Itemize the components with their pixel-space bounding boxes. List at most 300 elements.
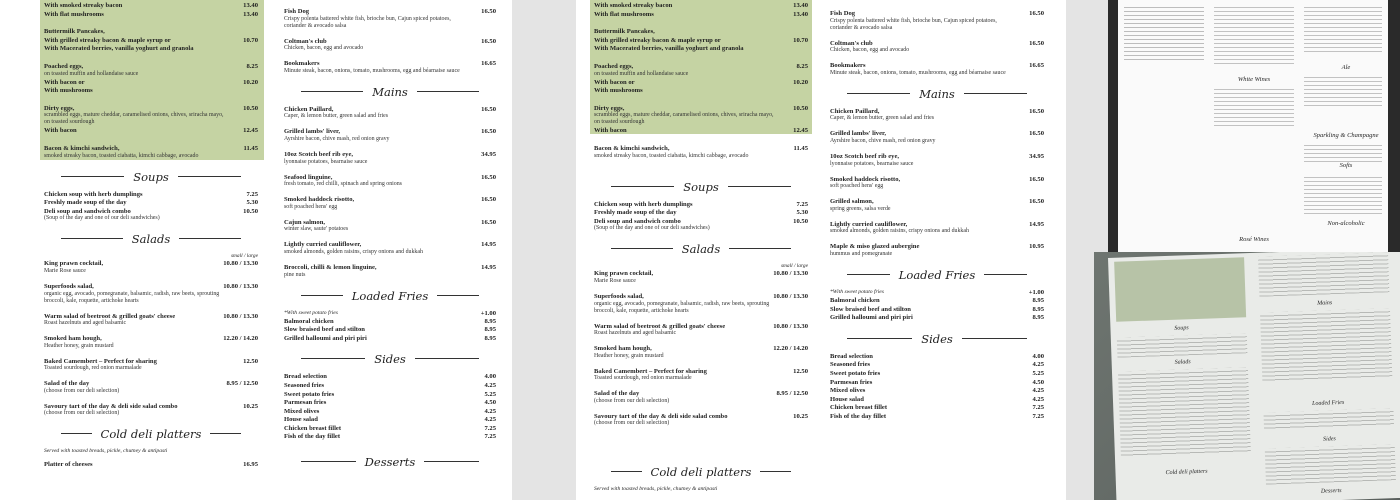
menu-item-price: 8.95 [1032, 296, 1044, 304]
spacer [594, 53, 808, 62]
menu-item [284, 416, 496, 424]
spacer [594, 95, 808, 104]
menu-item [284, 391, 496, 399]
wine-heading-white: White Wines [1237, 76, 1271, 83]
menu-item-price: 14.95 [1029, 220, 1044, 228]
menu-item [594, 218, 808, 233]
menu-item-description: (choose from our deli selection) [44, 387, 120, 394]
menu-item-description: scrambled eggs, mature cheddar, caramelised onions, chives, sriracha mayo, on toasted sourdough [594, 112, 774, 126]
menu-item [44, 358, 258, 373]
menu-item [830, 413, 1044, 421]
menu-item-description: Chicken, bacon, egg and avocado [284, 45, 364, 52]
menu-item-name: Smoked ham hough, [594, 345, 652, 353]
menu-item-name: Warm salad of beetroot & grilled goats' cheese [44, 312, 176, 320]
wine-heading-rose: Rosé Wines [1239, 236, 1269, 243]
menu-item-name: Chicken Paillard, [830, 107, 880, 115]
menu-item-price: 13.40 [243, 10, 258, 18]
menu-item [830, 108, 1044, 123]
menu-item-price: 10.70 [243, 36, 258, 44]
menu-item-description: fresh tomato, red chilli, spinach and spring onions [284, 181, 402, 188]
blur-desserts-heading: Desserts [1320, 487, 1342, 495]
menu-item [284, 8, 496, 30]
loaded-fries-heading: Loaded Fries [284, 287, 496, 303]
menu-item-price: 16.50 [1029, 175, 1044, 183]
wine-heading-sparkling: Sparkling & Champagne [1313, 132, 1379, 139]
menu-item [44, 335, 258, 350]
loaded-note: *With sweet potato fries +1.00 [284, 309, 496, 317]
menu-item [284, 60, 496, 75]
menu-item-price: 14.95 [481, 241, 496, 249]
mains-heading: Mains [284, 83, 496, 99]
menu-item [830, 314, 1044, 322]
menu-item-description: Ayrshire bacon, chive mash, red onion gravy [284, 135, 390, 142]
right-column-2 [830, 0, 1044, 420]
menu-item-description: hummus and pomegranate [830, 250, 893, 257]
menu-item-description: pine nuts [284, 271, 306, 278]
menu-item [594, 209, 808, 217]
menu-item [284, 264, 496, 279]
menu-item-price: 7.25 [484, 424, 496, 432]
menu-item-price: 4.25 [1032, 361, 1044, 369]
menu-item-name: Buttermilk Pancakes, [44, 28, 105, 36]
blur-deli-heading: Cold deli platters [1165, 468, 1208, 477]
menu-item-description: Chicken, bacon, egg and avocado [830, 47, 910, 54]
menu-item-name: Chicken soup with herb dumplings [594, 200, 693, 208]
menu-item-price: 4.00 [484, 373, 496, 381]
menu-item [284, 196, 496, 211]
salads-list [44, 260, 258, 417]
menu-item-price: 12.20 / 14.20 [773, 345, 808, 353]
menu-item-price: 16.50 [481, 37, 496, 45]
menu-item-price: 7.25 [246, 190, 258, 198]
menu-item-name: With flat mushrooms [44, 10, 104, 18]
menu-item [44, 37, 258, 45]
salads-size-header: small / large [230, 253, 258, 260]
blur-mains-heading: Mains [1317, 300, 1333, 307]
menu-item-description: Roast hazelnuts and aged balsamic [594, 330, 677, 337]
menu-item-name: Coltman's club [284, 37, 327, 45]
menu-item-name: Chicken breast fillet [284, 424, 342, 432]
menu-item-price: 10.80 / 13.30 [223, 312, 258, 320]
menu-item-description: smoked almonds, golden raisins, crispy onions and dukkah [830, 228, 969, 235]
menu-item-name: Poached eggs, [44, 62, 84, 70]
spacer [44, 18, 258, 27]
menu-item [830, 243, 1044, 258]
menu-item-name: Slow braised beef and stilton [830, 305, 911, 313]
menu-item-price: 16.50 [1029, 107, 1044, 115]
menu-item-name: Parmesan fries [830, 378, 873, 386]
menu-item [830, 153, 1044, 168]
menu-item-name: Grilled lambs' liver, [284, 128, 340, 136]
menu-item-description: Marie Rose sauce [594, 277, 636, 284]
menu-item [594, 270, 808, 285]
menu-item [284, 174, 496, 189]
menu-item-name: Dirty eggs, [44, 104, 75, 112]
menu-item-price: 10.80 / 13.30 [773, 322, 808, 330]
menu-item-name: Sweet potato fries [830, 369, 881, 377]
menu-item-price: 4.00 [1032, 352, 1044, 360]
menu-item-price: 8.95 [484, 317, 496, 325]
menu-item-name: Smoked haddock risotto, [830, 175, 901, 183]
menu-item [594, 413, 808, 428]
menu-item-price: 12.45 [793, 127, 808, 135]
menu-item-price: 10.50 [793, 217, 808, 225]
soups-list [594, 201, 808, 233]
menu-item-name: Freshly made soup of the day [594, 209, 677, 217]
menu-item-description: on toasted muffin and hollandaise sauce [44, 70, 139, 77]
menu-item-name: Smoked haddock risotto, [284, 196, 355, 204]
blur-soups-heading: Soups [1174, 325, 1189, 332]
menu-item [284, 318, 496, 326]
menu-item [44, 461, 258, 469]
menu-item [44, 380, 258, 395]
menu-item-name: Maple & miso glazed aubergine [830, 243, 920, 251]
menu-item-description: organic egg, avocado, pomegranate, balsamic, radish, raw beets, sprouting broccoli, kale, roquette, artichoke hearts [44, 290, 220, 304]
soups-heading: Soups [594, 178, 808, 194]
menu-item-name: Balmoral chicken [284, 317, 334, 325]
menu-item [284, 433, 496, 441]
menu-item-name: Fish of the day fillet [830, 412, 887, 420]
menu-item-name: Deli soup and sandwich combo [44, 207, 131, 215]
menu-item [830, 404, 1044, 412]
menu-item [594, 323, 808, 338]
blur-sides-heading: Sides [1323, 436, 1336, 443]
menu-item-name: Slow braised beef and stilton [284, 326, 365, 334]
menu-item [594, 63, 808, 78]
menu-item [284, 219, 496, 234]
menu-item-name: Chicken soup with herb dumplings [44, 190, 143, 198]
menu-item-name: King prawn cocktail, [594, 270, 654, 278]
menu-item-name: With Macerated berries, vanilla yoghurt and granola [44, 45, 194, 53]
menu-item-price: 8.25 [796, 62, 808, 70]
breakfast-list [44, 2, 258, 160]
menu-item [594, 11, 808, 19]
menu-item-name: Seasoned fries [284, 381, 325, 389]
sides-heading: Sides [284, 350, 496, 366]
menu-item [284, 425, 496, 433]
menu-item-price: 10.25 [793, 412, 808, 420]
menu-item-name: Lightly curried cauliflower, [284, 241, 362, 249]
loaded-fries-list [284, 318, 496, 343]
menu-item-price: 8.95 [1032, 305, 1044, 313]
deli-heading: Cold deli platters [44, 425, 258, 441]
menu-item [594, 368, 808, 383]
menu-item-price: 16.50 [481, 173, 496, 181]
menu-item-price: 12.50 [793, 367, 808, 375]
menu-item-price: 10.80 / 13.30 [223, 282, 258, 290]
soups-list [44, 191, 258, 223]
menu-item [44, 260, 258, 275]
menu-item [284, 106, 496, 121]
menu-item-name: Salad of the day [594, 390, 640, 398]
spacer [594, 135, 808, 144]
menu-item-name: House salad [830, 395, 864, 403]
menu-item-description: winter slaw, saute' potatoes [284, 226, 349, 233]
menu-item-description: Caper, & lemon butter, green salad and fries [830, 115, 935, 122]
menu-item-name: With bacon or [44, 78, 85, 86]
menu-item [594, 145, 808, 160]
menu-item [44, 283, 258, 305]
menu-item-description: Crispy polenta battered white fish, brioche bun, Cajun spiced potatoes, coriander & avocado salsa [284, 15, 451, 29]
menu-item-price: 16.50 [1029, 130, 1044, 138]
wine-heading-ale: Ale [1341, 64, 1351, 71]
menu-table-photo [1094, 252, 1400, 500]
menu-item-name: With mushrooms [594, 87, 643, 95]
spacer [44, 135, 258, 144]
menu-item [830, 361, 1044, 369]
menu-item-price: 4.50 [1032, 378, 1044, 386]
wine-heading-nonalcoholic: Non-alcoholic [1327, 220, 1365, 227]
menu-item-name: With flat mushrooms [594, 10, 654, 18]
menu-item-price: 12.20 / 14.20 [223, 335, 258, 343]
menu-item [830, 387, 1044, 395]
menu-item-name: King prawn cocktail, [44, 260, 104, 268]
menu-item-name: Chicken breast fillet [830, 404, 888, 412]
menu-item-name: 10oz Scotch beef rib eye, [830, 152, 900, 160]
menu-item-name: With smoked streaky bacon [594, 2, 673, 9]
menu-item [830, 379, 1044, 387]
menu-item [284, 38, 496, 53]
menu-item [284, 241, 496, 256]
menu-item [44, 45, 258, 53]
menu-item [594, 293, 808, 315]
wine-heading-softs: Softs [1304, 162, 1388, 169]
menu-item-description: smoked streaky bacon, toasted ciabatta, kimchi cabbage, avocado [594, 152, 749, 159]
menu-item-price: 5.30 [246, 199, 258, 207]
menu-item-name: Cajun salmon, [284, 218, 326, 226]
menu-item [284, 335, 496, 343]
menu-item [830, 297, 1044, 305]
menu-item-name: Bookmakers [830, 62, 866, 70]
menu-item-description: soft poached hens' egg [284, 203, 338, 210]
menu-item-name: Bacon & kimchi sandwich, [44, 144, 120, 152]
menu-item-name: 10oz Scotch beef rib eye, [284, 150, 354, 158]
menu-item-name: Warm salad of beetroot & grilled goats' cheese [594, 322, 726, 330]
menu-item-name: Grilled halloumi and piri piri [284, 334, 367, 342]
menu-item [284, 326, 496, 334]
menu-item-name: Platter of cheeses [44, 461, 93, 469]
sides-list [830, 353, 1044, 421]
menu-item [594, 79, 808, 87]
menu-item-description: Caper, & lemon butter, green salad and fries [284, 113, 389, 120]
menu-item [44, 79, 258, 87]
deli-list [44, 461, 258, 469]
menu-item-price: 10.50 [243, 104, 258, 112]
menu-item [44, 11, 258, 19]
menu-item [44, 199, 258, 207]
menu-item [830, 370, 1044, 378]
soups-heading: Soups [44, 168, 258, 184]
menu-item [284, 399, 496, 407]
menu-item [594, 28, 808, 36]
menu-item-name: Fish Dog [830, 10, 856, 17]
menu-item-price: 4.25 [484, 416, 496, 424]
menu-sheet-2 [576, 0, 1066, 500]
spacer [44, 95, 258, 104]
menu-item-description: Roast hazelnuts and aged balsamic [44, 320, 127, 327]
deli-note: Served with toasted breads, pickle, chutney & antipasti [594, 486, 718, 493]
menu-item-price: 7.25 [1032, 412, 1044, 420]
menu-item-price: 34.95 [481, 150, 496, 158]
menu-item-description: lyonnaise potatoes, bearnaise sauce [284, 158, 368, 165]
menu-item-price: 16.50 [1029, 198, 1044, 206]
menu-item [594, 201, 808, 209]
menu-item [830, 353, 1044, 361]
menu-item-name: With smoked streaky bacon [44, 2, 123, 9]
menu-item [830, 396, 1044, 404]
menu-item-price: 8.95 / 12.50 [226, 380, 258, 388]
menu-item [594, 37, 808, 45]
menu-item-name: Grilled salmon, [830, 198, 874, 206]
salads-heading: Salads [44, 230, 258, 246]
menu-item-description: Minute steak, bacon, onions, tomato, mushrooms, egg and béarnaise sauce [830, 69, 1006, 76]
menu-item-name: With bacon [44, 127, 77, 135]
menu-item-price: 16.50 [481, 218, 496, 226]
spacer [44, 53, 258, 62]
menu-item-description: smoked almonds, golden raisins, crispy onions and dukkah [284, 248, 423, 255]
menu-item [830, 10, 1044, 32]
menu-item-name: Bread selection [830, 352, 873, 360]
menu-item-price: 5.25 [1032, 369, 1044, 377]
mains-top-list [830, 10, 1044, 77]
menu-item-description: Crispy polenta battered white fish, brioche bun, Cajun spiced potatoes, coriander & avocado salsa [830, 17, 997, 31]
menu-item-price: 12.45 [243, 127, 258, 135]
menu-item [594, 127, 808, 135]
menu-item-price: 16.50 [481, 8, 496, 15]
menu-item-name: Balmoral chicken [830, 296, 880, 304]
menu-item-name: Bacon & kimchi sandwich, [594, 144, 670, 152]
breakfast-list [594, 2, 808, 160]
menu-item-name: Savoury tart of the day & deli side salad combo [44, 402, 178, 410]
menu-item-price: 10.80 / 13.30 [773, 292, 808, 300]
menu-item-price: 16.50 [481, 105, 496, 113]
menu-item-price: 5.25 [484, 390, 496, 398]
menu-item [594, 2, 808, 10]
menu-item-price: 7.25 [796, 200, 808, 208]
menu-item-price: 16.95 [243, 461, 258, 469]
menu-item-price: 4.50 [484, 399, 496, 407]
blur-salads-heading: Salads [1174, 359, 1191, 366]
menu-item-description: Heather honey, grain mustard [594, 352, 664, 359]
salads-heading: Salads [594, 240, 808, 256]
menu-item-name: With Macerated berries, vanilla yoghurt and granola [594, 45, 744, 53]
menu-item [284, 373, 496, 381]
menu-item-description: (Soup of the day and one of our deli sandwiches) [44, 215, 160, 222]
menu-item-price: 10.20 [243, 78, 258, 86]
menu-item-price: 10.70 [793, 36, 808, 44]
menu-item-description: Toasted sourdough, red onion marmalade [594, 375, 692, 382]
menu-item-name: House salad [284, 416, 318, 424]
menu-item-price: 11.45 [243, 144, 258, 152]
menu-item-price: 8.25 [246, 62, 258, 70]
menu-item-name: Salad of the day [44, 380, 90, 388]
menu-item-description: smoked streaky bacon, toasted ciabatta, kimchi cabbage, avocado [44, 152, 199, 159]
menu-item-description: (choose from our deli selection) [594, 420, 670, 427]
blur-loaded-heading: Loaded Fries [1312, 399, 1345, 407]
menu-item-name: Buttermilk Pancakes, [594, 28, 655, 36]
loaded-fries-list [830, 297, 1044, 322]
deli-heading: Cold deli platters [594, 463, 808, 479]
menu-item [284, 408, 496, 416]
menu-item-name: Seafood linguine, [284, 173, 333, 181]
menu-item [830, 40, 1044, 55]
desserts-heading: Desserts [284, 453, 496, 469]
menu-item-name: Mixed olives [284, 407, 320, 415]
menu-item-price: 8.95 / 12.50 [776, 390, 808, 398]
menu-item-name: Freshly made soup of the day [44, 199, 127, 207]
menu-item-price: 8.95 [484, 326, 496, 334]
menu-item [830, 62, 1044, 77]
sides-list [284, 373, 496, 441]
menu-item-name: With mushrooms [44, 87, 93, 95]
menu-item [44, 145, 258, 160]
menu-item-description: Toasted sourdough, red onion marmalade [44, 365, 142, 372]
menu-item-name: With bacon or [594, 78, 635, 86]
menu-item-name: Deli soup and sandwich combo [594, 217, 681, 225]
menu-item [284, 151, 496, 166]
menu-item [44, 28, 258, 36]
menu-item-price: 11.45 [793, 144, 808, 152]
menu-item-price: 4.25 [484, 381, 496, 389]
menu-item [830, 176, 1044, 191]
mains-list [284, 106, 496, 279]
left-column-2 [594, 0, 808, 493]
menu-item [44, 87, 258, 95]
menu-item [284, 382, 496, 390]
menu-item [44, 313, 258, 328]
menu-item-description: Minute steak, bacon, onions, tomato, mushrooms, egg and béarnaise sauce [284, 67, 460, 74]
menu-item-name: Poached eggs, [594, 62, 634, 70]
drinks-menu-photo [1108, 0, 1400, 252]
sides-heading: Sides [830, 330, 1044, 346]
menu-item-name: Seasoned fries [830, 361, 871, 369]
menu-item-name: Superfoods salad, [594, 292, 644, 300]
menu-item-price: 12.50 [243, 357, 258, 365]
menu-item-name: Mixed olives [830, 387, 866, 395]
loaded-note: *With sweet potato fries +1.00 [830, 288, 1044, 296]
deli-note: Served with toasted breads, pickle, chutney & antipasti [44, 448, 168, 455]
menu-item-name: Fish of the day fillet [284, 433, 341, 441]
menu-item-price: 10.80 / 13.30 [223, 260, 258, 268]
menu-item-price: 7.25 [484, 433, 496, 441]
menu-item [44, 403, 258, 418]
menu-item-price: 13.40 [793, 2, 808, 9]
menu-item [284, 128, 496, 143]
salads-list [594, 270, 808, 427]
menu-item-price: 10.20 [793, 78, 808, 86]
menu-item [594, 45, 808, 53]
menu-item-name: Dirty eggs, [594, 104, 625, 112]
menu-item-description: on toasted muffin and hollandaise sauce [594, 70, 689, 77]
menu-item-description: Ayrshire bacon, chive mash, red onion gravy [830, 137, 936, 144]
menu-item-description: Marie Rose sauce [44, 267, 86, 274]
menu-item-price: 16.65 [1029, 62, 1044, 70]
menu-item-name: Baked Camembert – Perfect for sharing [44, 357, 157, 365]
menu-item-price: 5.30 [796, 209, 808, 217]
menu-item-price: 10.25 [243, 402, 258, 410]
menu-item [594, 87, 808, 95]
menu-item [44, 2, 258, 10]
menu-item-name: With bacon [594, 127, 627, 135]
menu-item-price: 34.95 [1029, 152, 1044, 160]
mains-top-list [284, 8, 496, 75]
menu-item-price: 4.25 [484, 407, 496, 415]
menu-item [594, 345, 808, 360]
menu-item-price: 16.50 [1029, 10, 1044, 17]
menu-item [44, 208, 258, 223]
menu-item-description: scrambled eggs, mature cheddar, caramelised onions, chives, sriracha mayo, on toasted sourdough [44, 112, 224, 126]
menu-item [594, 105, 808, 127]
